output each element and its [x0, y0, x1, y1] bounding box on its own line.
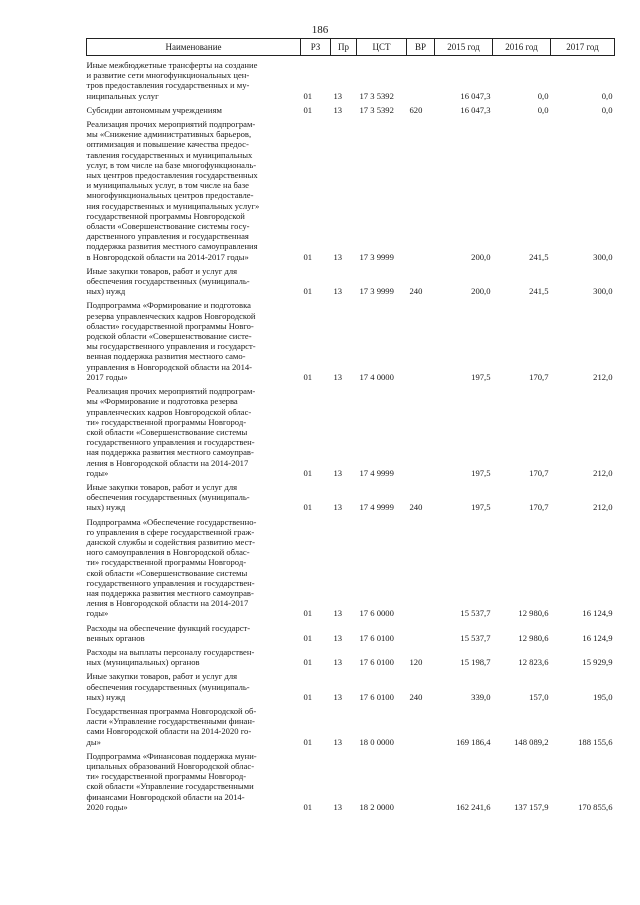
table-row	[87, 747, 615, 812]
row-rz: 01	[303, 502, 313, 513]
row-pr: 13	[333, 251, 343, 262]
row-value-2017: 16 124,9	[582, 632, 613, 643]
row-rz: 01	[303, 608, 313, 619]
row-name-line: данской службы и содействия развитию мест-	[86, 536, 255, 547]
row-value-2015: 15 537,7	[460, 608, 491, 619]
row-name-line: поддержка развития местного самоуправления	[86, 241, 258, 252]
row-value-2016: 241,5	[529, 251, 549, 262]
row-name-line: управленческих кадров Новгородской облас-	[86, 406, 252, 417]
row-name-line: го управления в сфере государственной граж-	[86, 526, 255, 537]
table-row	[87, 702, 615, 747]
row-cst: 17 3 5392	[359, 90, 394, 101]
table-row	[87, 262, 615, 297]
row-name-line: годы»	[86, 467, 109, 478]
row-pr: 13	[333, 608, 343, 619]
row-vr: 120	[409, 657, 423, 668]
table-row	[87, 513, 615, 619]
row-pr: 13	[333, 736, 343, 747]
header-rz: РЗ	[301, 39, 331, 56]
row-name-line: ного самоуправления в Новгородской облас-	[86, 547, 250, 558]
row-pr: 13	[333, 801, 343, 812]
row-name-line: венная поддержка развития местного само-	[86, 351, 246, 362]
header-2016: 2016 год	[493, 39, 551, 56]
row-name-line: Подпрограмма «Формирование и подготовка	[86, 300, 251, 311]
row-value-2017: 170 855,6	[578, 801, 613, 812]
table-body	[87, 56, 615, 813]
row-name	[87, 296, 301, 382]
row-value-2016: 12 980,6	[518, 632, 549, 643]
row-cst: 17 4 0000	[359, 371, 394, 382]
row-name-line: ных (муниципальных) органов	[86, 657, 200, 668]
row-value-2017: 16 124,9	[582, 608, 613, 619]
header-name: Наименование	[87, 39, 301, 56]
row-name-line: родской области «Совершенствование систе-	[86, 331, 252, 342]
row-value-2015: 15 537,7	[460, 632, 491, 643]
row-value-2016: 12 980,6	[518, 608, 549, 619]
row-name	[87, 643, 301, 667]
page-number: 186	[311, 24, 329, 36]
row-value-2017: 212,0	[593, 371, 613, 382]
row-pr: 13	[333, 632, 343, 643]
row-value-2016: 170,7	[529, 502, 549, 513]
row-cst: 18 2 0000	[359, 801, 394, 812]
row-value-2016: 241,5	[529, 286, 549, 297]
header-cst: ЦСТ	[357, 39, 407, 56]
row-rz: 01	[303, 736, 313, 747]
row-value-2015: 15 198,7	[460, 657, 491, 668]
row-vr: 620	[409, 104, 423, 115]
row-vr	[407, 296, 435, 382]
row-name-line: государственного управления и государствен-	[86, 437, 255, 448]
row-vr	[407, 702, 435, 747]
row-name-line: ния государственных и муниципальных услуг»	[86, 200, 260, 211]
row-name-line: обеспечения государственных (муниципаль-	[86, 276, 250, 287]
row-name-line: Иные закупки товаров, работ и услуг для	[86, 265, 238, 276]
row-cst: 17 3 9999	[359, 286, 394, 297]
row-value-2017: 300,0	[593, 286, 613, 297]
row-name-line: 2017 годы»	[86, 371, 128, 382]
row-cst: 17 3 9999	[359, 251, 394, 262]
row-pr: 13	[333, 502, 343, 513]
row-name	[87, 747, 301, 812]
row-name-line: в Новгородской области на 2014-2017 годы»	[86, 251, 249, 262]
row-cst: 17 6 0100	[359, 691, 394, 702]
row-name-line: обеспечения государственных (муниципаль-	[86, 681, 250, 692]
table-row	[87, 619, 615, 643]
row-name-line: ти» государственной программы Новгород-	[86, 771, 247, 782]
row-name-line: 2020 годы»	[86, 801, 128, 812]
row-name-line: Субсидии автономным учреждениям	[86, 104, 222, 115]
row-name-line: области» государственной программы Новго-	[86, 320, 254, 331]
row-name	[87, 619, 301, 643]
row-name-line: ды»	[86, 736, 101, 747]
row-pr: 13	[333, 657, 343, 668]
row-value-2017: 195,0	[593, 691, 613, 702]
row-value-2016: 170,7	[529, 371, 549, 382]
row-rz: 01	[303, 286, 313, 297]
header-pr: Пр	[331, 39, 357, 56]
row-rz: 01	[303, 801, 313, 812]
row-value-2015: 200,0	[471, 251, 491, 262]
row-name-line: ная поддержка развития местного самоуправ-	[86, 447, 254, 458]
row-name-line: финансами Новгородской области на 2014-	[86, 791, 245, 802]
row-name-line: резерва управленческих кадров Новгородской	[86, 310, 256, 321]
row-cst: 17 4 9999	[359, 467, 394, 478]
row-value-2015: 197,5	[471, 467, 491, 478]
row-rz: 01	[303, 467, 313, 478]
row-cst: 18 0 0000	[359, 736, 394, 747]
row-value-2017: 300,0	[593, 251, 613, 262]
row-pr: 13	[333, 467, 343, 478]
row-name-line: ных) нужд	[86, 286, 126, 297]
table-row	[87, 296, 615, 382]
row-rz: 01	[303, 104, 313, 115]
table-row	[87, 643, 615, 667]
row-name-line: Подпрограмма «Обеспечение государственно-	[86, 516, 257, 527]
row-vr	[407, 115, 435, 262]
row-name-line: ления в Новгородской области на 2014-2017	[86, 598, 249, 609]
row-name-line: управления в Новгородской области на 2014-	[86, 361, 253, 372]
row-name-line: Иные межбюджетные трансферты на создание	[86, 60, 258, 70]
row-name-line: обеспечения государственных (муниципаль-	[86, 492, 250, 503]
row-value-2016: 157,0	[529, 691, 549, 702]
table-row	[87, 667, 615, 702]
row-value-2017: 212,0	[593, 502, 613, 513]
row-name-line: ти» государственной программы Новгород-	[86, 416, 247, 427]
row-name	[87, 513, 301, 619]
row-value-2016: 148 089,2	[514, 736, 549, 747]
row-name-line: ления в Новгородской области на 2014-2017	[86, 457, 249, 468]
row-pr: 13	[333, 90, 343, 101]
row-name-line: и муниципальных услуг, в том числе на базе	[86, 180, 249, 191]
row-cst: 17 6 0100	[359, 632, 394, 643]
header-2015: 2015 год	[435, 39, 493, 56]
row-vr	[407, 747, 435, 812]
row-name-line: Иные закупки товаров, работ и услуг для	[86, 481, 238, 492]
row-name-line: ской области «Совершенствование системы	[86, 426, 248, 437]
row-pr: 13	[333, 286, 343, 297]
row-rz: 01	[303, 632, 313, 643]
row-rz: 01	[303, 251, 313, 262]
row-value-2016: 12 823,6	[518, 657, 549, 668]
row-name-line: ниципальных услуг	[86, 90, 159, 101]
row-cst: 17 6 0100	[359, 657, 394, 668]
row-name-line: ных) нужд	[86, 502, 126, 513]
row-value-2017: 0,0	[601, 104, 613, 115]
row-vr	[407, 382, 435, 478]
row-name-line: тров предоставления государственных и му-	[86, 80, 250, 91]
row-name	[87, 115, 301, 262]
row-name-line: мы «Снижение административных барьеров,	[86, 129, 252, 140]
row-rz: 01	[303, 90, 313, 101]
row-name-line: дарственного управления и государственная	[86, 231, 249, 242]
row-name-line: Государственная программа Новгородской об-	[86, 705, 257, 716]
row-name-line: ской области «Совершенствование системы	[86, 567, 248, 578]
row-name-line: ципальных образований Новгородской облас-	[86, 761, 255, 771]
row-rz: 01	[303, 691, 313, 702]
header-vr: ВР	[407, 39, 435, 56]
row-name-line: ласти «Управление государственными финан-	[86, 716, 255, 727]
row-value-2015: 339,0	[471, 691, 491, 702]
row-name-line: ная поддержка развития местного самоуправ-	[86, 587, 254, 598]
row-name-line: и развитие сети многофункциональных цен-	[86, 70, 250, 81]
row-rz: 01	[303, 657, 313, 668]
row-value-2017: 212,0	[593, 467, 613, 478]
row-name	[87, 382, 301, 478]
row-value-2015: 197,5	[471, 502, 491, 513]
row-value-2017: 15 929,9	[582, 657, 613, 668]
row-name	[87, 702, 301, 747]
row-value-2016: 170,7	[529, 467, 549, 478]
row-vr: 240	[409, 502, 423, 513]
row-value-2015: 162 241,6	[456, 801, 491, 812]
row-name-line: государственного управления и государствен-	[86, 577, 255, 588]
row-name-line: государственной программы Новгородской	[86, 210, 245, 221]
row-name	[87, 478, 301, 513]
row-value-2016: 0,0	[537, 104, 549, 115]
row-name-line: Расходы на выплаты персоналу государствен-	[86, 646, 255, 657]
row-name-line: ти» государственной программы Новгород-	[86, 557, 247, 568]
row-name-line: ской области «Управление государственными	[86, 781, 254, 792]
row-pr: 13	[333, 104, 343, 115]
row-name-line: тавления государственных и муниципальных	[86, 149, 253, 160]
row-vr	[407, 513, 435, 619]
row-value-2015: 16 047,3	[460, 90, 491, 101]
table-row	[87, 56, 615, 101]
row-value-2015: 197,5	[471, 371, 491, 382]
row-name-line: годы»	[86, 608, 109, 619]
row-name-line: ных) нужд	[86, 691, 126, 702]
row-name-line: мы «Формирование и подготовка резерва	[86, 396, 238, 407]
row-pr: 13	[333, 371, 343, 382]
row-name	[87, 56, 301, 101]
row-value-2017: 0,0	[601, 90, 613, 101]
row-name-line: Подпрограмма «Финансовая поддержка муни-	[86, 750, 257, 761]
row-name-line: оптимизация и повышение качества предос-	[86, 139, 249, 150]
row-name	[87, 262, 301, 297]
row-name-line: ных центров предоставления государственных	[86, 170, 258, 181]
row-cst: 17 4 9999	[359, 502, 394, 513]
row-name-line: услуг, в том числе на базе многофункциональ-	[86, 159, 257, 170]
row-value-2015: 16 047,3	[460, 104, 491, 115]
header-2017: 2017 год	[551, 39, 615, 56]
table-row	[87, 478, 615, 513]
row-value-2016: 0,0	[537, 90, 549, 101]
row-value-2017: 188 155,6	[578, 736, 613, 747]
row-name-line: сами Новгородской области на 2014-2020 го-	[86, 726, 252, 737]
row-value-2015: 169 186,4	[456, 736, 491, 747]
row-name-line: многофункциональных центров предоставле-	[86, 190, 254, 201]
table-row	[87, 115, 615, 262]
row-name	[87, 667, 301, 702]
row-cst: 17 3 5392	[359, 104, 394, 115]
row-cst: 17 6 0000	[359, 608, 394, 619]
row-name	[87, 101, 301, 115]
row-pr: 13	[333, 691, 343, 702]
table-row	[87, 382, 615, 478]
budget-table	[86, 38, 615, 812]
row-name-line: Расходы на обеспечение функций государст-	[86, 622, 251, 633]
row-vr: 240	[409, 286, 423, 297]
row-name-line: венных органов	[86, 632, 145, 643]
row-vr	[407, 56, 435, 101]
row-name-line: области «Совершенствование системы госу-	[86, 221, 250, 232]
row-name-line: Реализация прочих мероприятий подпрограм-	[86, 119, 256, 130]
row-value-2016: 137 157,9	[514, 801, 549, 812]
row-vr: 240	[409, 691, 423, 702]
row-rz: 01	[303, 371, 313, 382]
table-header-row	[87, 39, 615, 56]
row-value-2015: 200,0	[471, 286, 491, 297]
row-name-line: Иные закупки товаров, работ и услуг для	[86, 671, 238, 682]
row-name-line: Реализация прочих мероприятий подпрограм-	[86, 386, 256, 397]
row-name-line: мы государственного управления и государст-	[86, 341, 256, 352]
row-vr	[407, 619, 435, 643]
table-row	[87, 101, 615, 115]
